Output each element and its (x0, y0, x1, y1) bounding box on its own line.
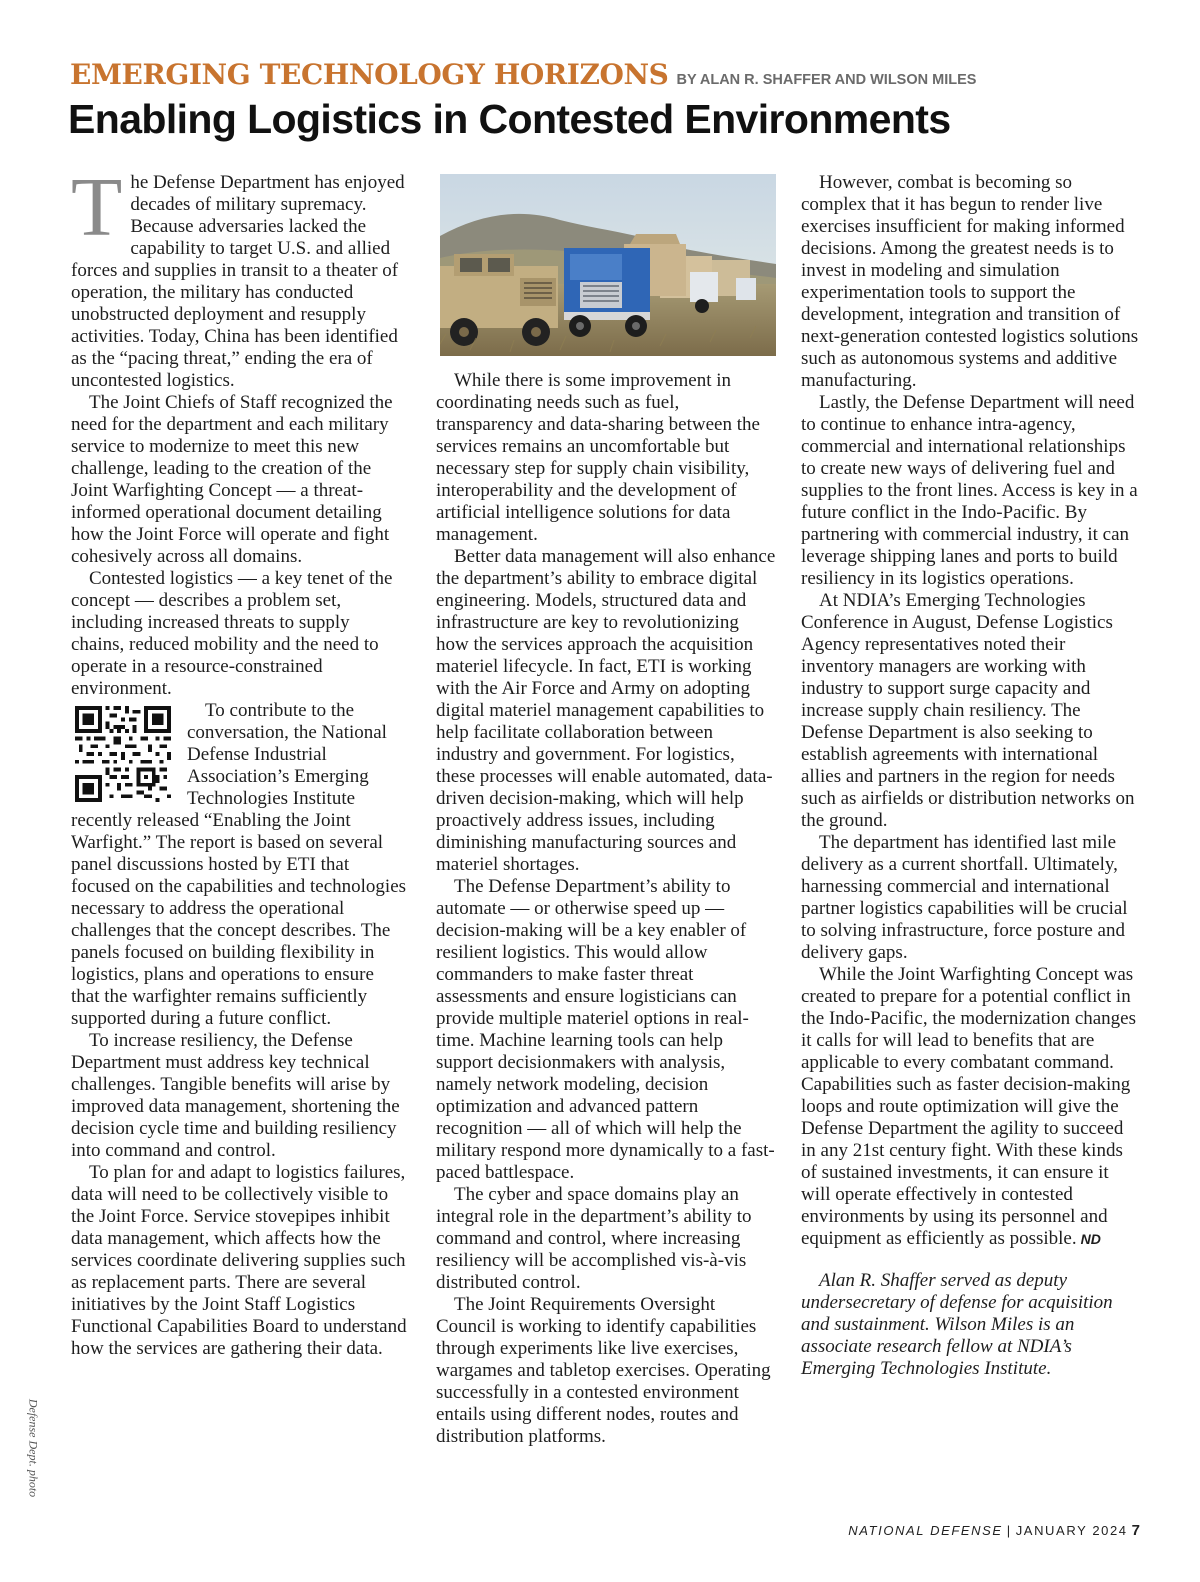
military-convoy-photo (440, 174, 776, 356)
photo-credit: Defense Dept. photo (26, 1398, 41, 1498)
paragraph: The Defense Department’s ability to automate — or otherwise speed up — decision-making will be a key enabler of resilient logistics. This would allow commanders to make faster threat assessments and ensure logisticians can provide multiple materiel options in real-time. Machine learning tools can help support decisionmakers with analysis, namely network modeling, decision optimization and advanced pattern recognition — all of which will help the military respond more dynamically to a fast-paced battlespace. (436, 876, 775, 1183)
paragraph: The department has identified last mile delivery as a current shortfall. Ultimately, harnessing commercial and international partner logistics capabilities will be crucial to solving infrastructure, force posture and delivery gaps. (801, 832, 1128, 963)
paragraph: Lastly, the Defense Department will need to continue to enhance intra-agency, commercial and international relationships to create new ways of delivering fuel and supplies to the front lines. Access is key in a future conflict in the Indo-Pacific. By partnering with commercial industry, it can leverage shipping lanes and ports to build resiliency in its logistics operations. (801, 392, 1138, 589)
article-column-1 (71, 161, 407, 1360)
paragraph: While the Joint Warfighting Concept was created to prepare for a potential conflict in the Indo-Pacific, the modernization changes it calls for will lead to benefits that are applicable to every combatant command. Capabilities such as faster decision-making loops and route optimization will give the Defense Department the agility to succeed in any 21st century fight. With these kinds of sustained investments, it can ensure it will operate effectively in contested environments by using its personnel and equipment as efficiently as possible. ND (801, 964, 1137, 1249)
qr-code-icon[interactable] (75, 706, 171, 802)
drop-cap: T (71, 161, 123, 254)
paragraph: The Joint Chiefs of Staff recognized the need for the department and each military service to modernize to meet this new challenge, leading to the creation of the Joint Warfighting Concept — a threat-informed operational document detailing how the Joint Force will operate and fight cohesively across all domains. (71, 392, 393, 567)
paragraph: Contested logistics — a key tenet of the concept — describes a problem set, including increased threats to supply chains, reduced mobility and the need to operate in a resource-constrained environment. (71, 568, 393, 699)
paragraph: The Joint Requirements Oversight Council is working to identify capabilities through experiments like live exercises, wargames and tabletop exercises. Operating successfully in a contested environment entails using different nodes, routes and distribution platforms. (436, 1294, 771, 1447)
issue-date: JANUARY 2024 (1015, 1523, 1128, 1538)
page-number: 7 (1131, 1522, 1140, 1539)
paragraph: However, combat is becoming so complex that it has begun to render live exercises insufficient for making informed decisions. Among the greatest needs is to invest in modeling and simulation experimentation tools to support the development, integration and transition of next-generation contested logistics solutions such as autonomous systems and additive manufacturing. (801, 172, 1139, 391)
byline: BY ALAN R. SHAFFER AND WILSON MILES (676, 72, 977, 88)
department-header (70, 58, 976, 91)
footer-separator: | (1006, 1523, 1012, 1538)
paragraph: To plan for and adapt to logistics failures, data will need to be collectively visible to the Joint Force. Service stovepipes inhibit data management, which affects how the services coordinate delivering supplies such as replacement parts. There are several initiatives by the Joint Staff Logistics Functional Capabilities Board to understand how the services are gathering their data. (71, 1162, 407, 1359)
article-column-2 (436, 172, 776, 1448)
paragraph: While there is some improvement in coordinating needs such as fuel, transparency and data-sharing between the services remains an uncomfortable but necessary step for supply chain visibility, interoperability and the development of artificial intelligence solutions for data management. (436, 370, 760, 545)
paragraph: The cyber and space domains play an integral role in the department’s ability to command and control, where increasing resiliency will be accomplished vis-à-vis distributed control. (436, 1184, 752, 1293)
article-column-3 (801, 172, 1139, 1380)
paragraph: To contribute to the conversation, the National Defense Industrial Association’s Emerging Technologies Institute recently released “Enabling the Joint Warfight.” The report is based on several panel discussions hosted by ETI that focused on the capabilities and technologies necessary to address the operational challenges that the concept describes. The panels focused on building flexibility in logistics, plans and operations to ensure that the warfighter remains sufficiently supported during a future conflict. (71, 700, 407, 1029)
author-bio: Alan R. Shaffer served as deputy undersecretary of defense for acquisition and sustainment. Wilson Miles is an associate research fellow at NDIA’s Emerging Technologies Institute. (801, 1270, 1113, 1379)
section-title: EMERGING TECHNOLOGY HORIZONS (70, 58, 669, 91)
publication-name: NATIONAL DEFENSE (848, 1523, 1003, 1538)
article-headline: Enabling Logistics in Contested Environments (68, 96, 951, 142)
paragraph: At NDIA’s Emerging Technologies Conference in August, Defense Logistics Agency representatives noted their inventory managers are working with industry to support surge capacity and increase supply chain resiliency. The Defense Department is also seeking to establish agreements with international allies and partners in the region for needs such as airfields or distribution networks on the ground. (801, 590, 1135, 831)
end-mark: ND (1080, 1231, 1101, 1247)
paragraph: Better data management will also enhance the department’s ability to embrace digital engineering. Models, structured data and infrastructure are key to revolutionizing how the services approach the acquisition materiel lifecycle. In fact, ETI is working with the Air Force and Army on adopting digital materiel management capabilities to help facilitate collaboration between industry and government. For logistics, these processes will enable automated, data-driven decision-making, which will help proactively address issues, including diminishing manufacturing sources and materiel shortages. (436, 546, 776, 875)
paragraph: The Defense Department has enjoyed decades of military supremacy. Because adversaries lacked the capability to target U.S. and allied forces and supplies in transit to a theater of operation, the military has conducted unobstructed deployment and resupply activities. Today, China has been identified as the “pacing threat,” ending the era of uncontested logistics. (71, 161, 405, 391)
paragraph: To increase resiliency, the Defense Department must address key technical challenges. Tangible benefits will arise by improved data management, shortening the decision cycle time and building resiliency into command and control. (71, 1030, 400, 1161)
page-footer (848, 1522, 1140, 1539)
